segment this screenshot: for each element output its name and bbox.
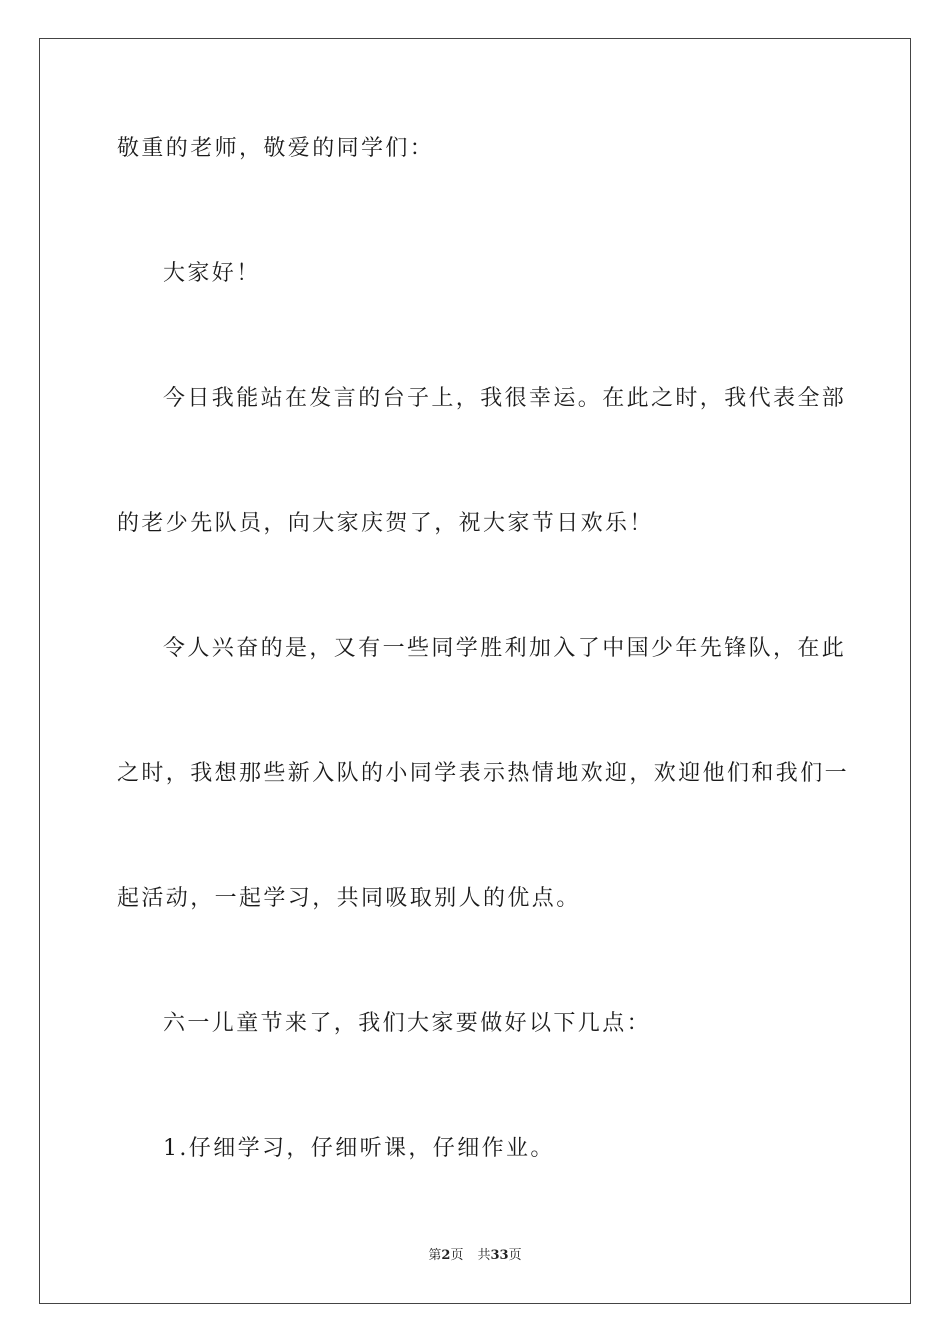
list-item-1: 1.仔细学习，仔细听课，仔细作业。	[163, 1136, 555, 1161]
footer-page-number: 2	[441, 1248, 451, 1263]
footer-total-prefix: 共	[477, 1248, 491, 1263]
paragraph-1-line-1: 今日我能站在发言的台子上，我很幸运。在此之时，我代表全部	[163, 386, 847, 411]
footer-total-pages: 33	[490, 1248, 509, 1263]
greeting-line: 大家好！	[163, 261, 261, 286]
footer-page-suffix: 页	[450, 1248, 464, 1263]
paragraph-3-line-1: 六一儿童节来了，我们大家要做好以下几点：	[163, 1011, 652, 1036]
page-footer	[0, 1246, 950, 1266]
paragraph-1-line-2: 的老少先队员，向大家庆贺了，祝大家节日欢乐！	[117, 511, 654, 536]
paragraph-2-line-2: 之时，我想那些新入队的小同学表示热情地欢迎，欢迎他们和我们一	[117, 761, 850, 786]
salutation-line: 敬重的老师，敬爱的同学们：	[117, 136, 435, 161]
footer-total-suffix: 页	[508, 1248, 522, 1263]
page-border	[39, 38, 911, 1304]
footer-page-prefix: 第	[428, 1248, 442, 1263]
paragraph-2-line-1: 令人兴奋的是，又有一些同学胜利加入了中国少年先锋队，在此	[163, 636, 847, 661]
paragraph-2-line-3: 起活动，一起学习，共同吸取别人的优点。	[117, 886, 581, 911]
